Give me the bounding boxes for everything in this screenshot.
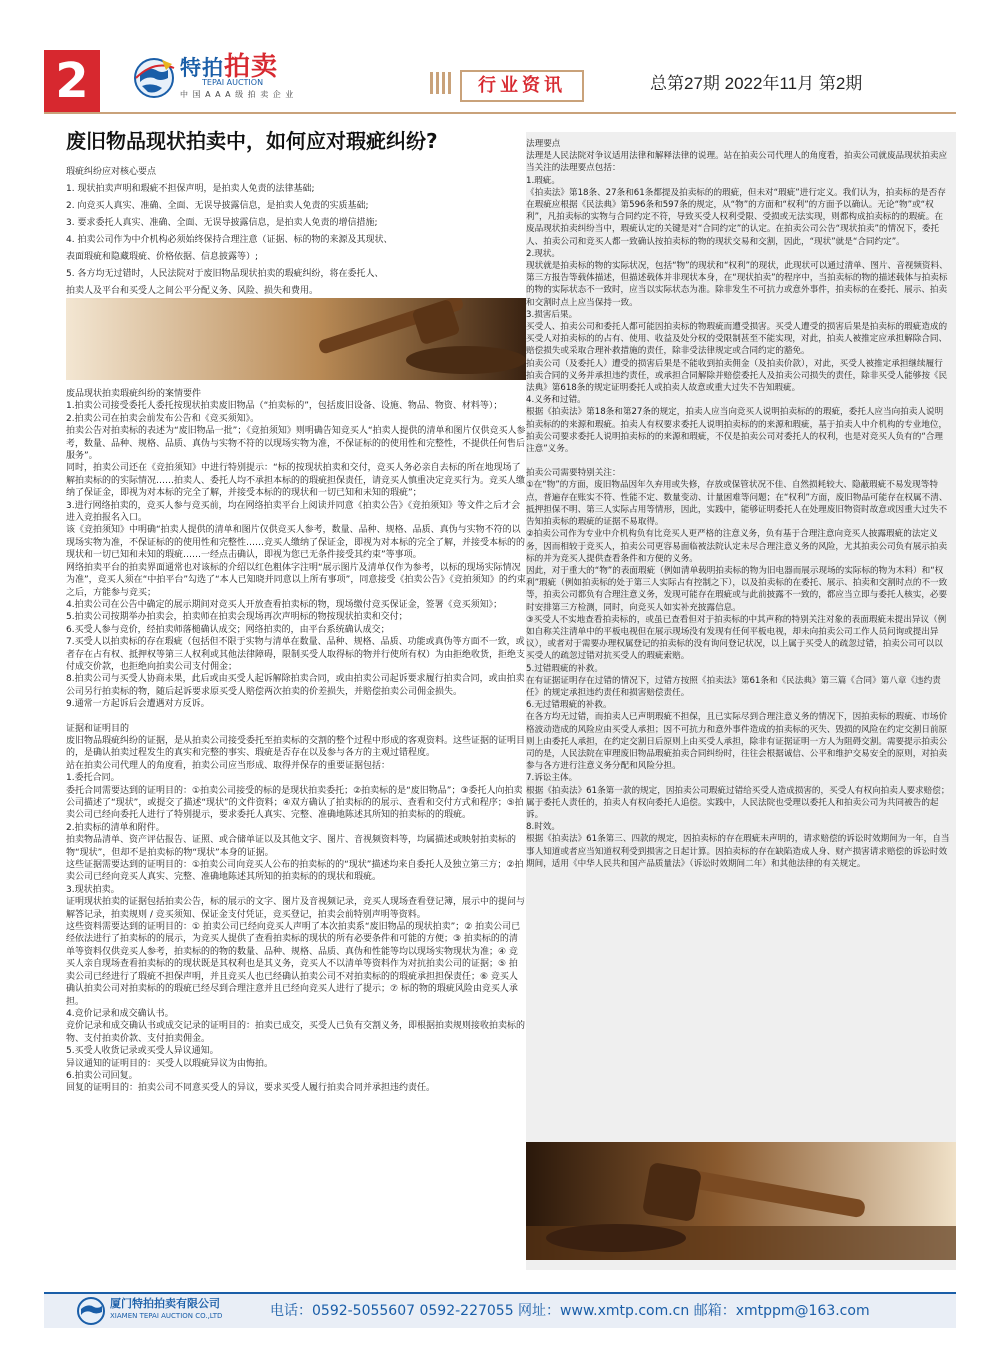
body-paragraph: 1.瑕疵。	[526, 175, 560, 186]
body-paragraph: 8.时效。	[526, 822, 560, 833]
body-paragraph: 同时，拍卖公司还在《竞拍须知》中进行特别提示：“标的按现状拍卖和交付，竞买人务必亲自去标的所在地现场了解拍卖标的的实际情况……拍卖人、委托人均不承担本标的的瑕疵担保责任，请竞买人慎重决定竞买行为。竞买人缴纳了保证金，即视为对本标的完全了解，并接受本标的的现状和一切已知和未知的瑕疵”；	[66, 463, 526, 499]
body-paragraph: 根据《拍卖法》61条第一款的规定，因拍卖公司瑕疵过错给买受人造成损害的，买受人有权向拍卖人要求赔偿；属于委托人责任的，拍卖人有权向委托人追偿。实践中，人民法院也受理以委托人和拍卖公司为共同被告的起诉。	[526, 785, 950, 820]
key-point: 3. 要求委托人真实、准确、全面、无误导披露信息，是拍卖人免责的增信措施;	[66, 218, 378, 228]
body-paragraph: 现状就是拍卖标的物的实际状况，包括“物”的现状和“权利”的现状，此现状可以通过清单、图片、音视频资料、第三方报告等载体描述，但描述载体并非现状本身，在“现状拍卖”的程序中，当拍卖标的物的描述载体与拍卖标的物的实际状态不一致时，应当以实际状态为准。除非发生不可抗力或意外事件，拍卖标的在委托、展示、拍卖和交割时点上应当保持一致。	[526, 261, 948, 308]
brand-slogan: 中 国 A A A 级 拍 卖 企 业	[180, 90, 295, 99]
body-paragraph: 回复的证明目的：拍卖公司不同意买受人的异议，要求买受人履行拍卖合同并承担违约责任。	[66, 1083, 436, 1094]
left-column-body	[66, 388, 526, 1278]
footer-contact-info: 电话：0592-5055607 0592-227055 网址：www.xmtp.com.cn 邮箱：xmtppm@163.com	[270, 1303, 870, 1319]
body-paragraph: 6.买受人参与竞价，经拍卖师落槌确认成交；网络拍卖的，由平台系统确认成交；	[66, 624, 390, 635]
body-paragraph: 拍卖公司（及委托人）遭受的损害后果是不能收到拍卖佣金（及拍卖价款），对此，买受人被推定承担继续履行拍卖合同的义务并承担违约责任，或承担合同解除并赔偿委托人及拍卖公司损失的责任，除非买受人能够按《民法典》第618条的规定证明委托人或拍卖人故意或重大过失不告知瑕疵。	[526, 358, 948, 394]
brand-english-name: TEPAI AUCTION	[202, 78, 264, 87]
key-point: 2. 向竞买人真实、准确、全面、无误导披露信息，是拍卖人免责的实质基础;	[66, 201, 369, 211]
body-paragraph: 2.拍卖公司在拍卖会前发布公告和《竞买须知》。	[66, 413, 260, 424]
paragraph-spacer	[66, 711, 526, 723]
key-point: 5. 各方均无过错时，人民法院对于废旧物品现状拍卖的瑕疵纠纷，将在委托人、	[66, 269, 384, 279]
key-point: 4. 拍卖公司作为中介机构必须始终保持合理注意（证据、标的物的来源及其现状、	[66, 235, 393, 245]
key-point: 表面瑕疵和隐藏瑕疵、价格依据、信息披露等）;	[66, 252, 259, 262]
brand-name-suffix: 拍卖	[224, 52, 279, 82]
body-paragraph: 6.无过错瑕疵的补救。	[526, 700, 612, 711]
body-paragraph: 8.拍卖公司与买受人协商未果，此后或由买受人起诉解除拍卖合同，或由拍卖公司起诉要求履行拍卖合同，或由拍卖公司另行拍卖标的物，随后起诉要求原买受人赔偿两次拍卖的价差损失，并赔偿拍卖公司佣金损失。	[66, 674, 525, 697]
body-paragraph: 根据《拍卖法》61条第三、四款的规定，因拍卖标的存在瑕疵未声明的，请求赔偿的诉讼时效期间为一年，自当事人知道或者应当知道权利受到损害之日起计算。因拍卖标的存在缺陷造成人身、财产损害请求赔偿的诉讼时效期间，适用《中华人民共和国产品质量法》（诉讼时效期间二年）和其他法律的有关规定。	[526, 834, 950, 869]
issue-info: 总第27期 2022年11月 第2期	[650, 74, 863, 93]
body-paragraph: 该《竞拍须知》中明确“拍卖人提供的清单和图片仅供竞买人参考，数量、品种、规格、品质、真伪与实物不符的以现场实物为准，不保证标的的使用性和完整性……竞买人缴纳了保证金，即视为对本标的完全了解，并接受本标的的现状和一切已知和未知的瑕疵……一经点击确认，即视为您已无条件接受其约束”等事项。	[66, 525, 526, 561]
body-paragraph: 拍卖物品清单、资产评估报告、证照、或合储单证以及其他文字、图片、音视频资料等，均属描述或映射拍卖标的物“现状”，但却不是拍卖标的物“现状”本身的证据。	[66, 835, 517, 858]
body-paragraph: 网络拍卖平台的拍卖界面通常也对该标的介绍以红色粗体字注明“展示图片及清单仅作为参考，以标的现场实际情况为准”，竞买人须在“中拍平台”勾选了“本人已知晓并同意以上所有事项”，同意接受《拍卖公告》《竞拍须知》的约束之后，方能参与竞买；	[66, 562, 526, 598]
body-paragraph: 委托合同需要达到的证明目的：①拍卖公司接受的标的是现状拍卖委托；②拍卖标的是“废旧物品”；③委托人向拍卖公司描述了“现状”，或提交了描述“现状”的文件资料；④双方确认了拍卖标的的展示、查看和交付方式和程序；⑤拍卖公司已经向委托人进行了特别提示，要求委托人真实、完整、准确地陈述其所知的拍卖标的的瑕疵。	[66, 785, 524, 821]
body-paragraph: 证据和证明目的	[66, 723, 130, 734]
body-paragraph: 异议通知的证明目的：买受人以瑕疵异议为由悔拍。	[66, 1058, 274, 1069]
key-point: 1. 现状拍卖声明和瑕疵不担保声明，是拍卖人免责的法律基础;	[66, 184, 315, 194]
gavel-photo-bottom	[526, 1142, 956, 1260]
footer-company-name: 厦门特拍拍卖有限公司	[110, 1297, 220, 1310]
body-paragraph: ①在“物”的方面，废旧物品因年久弃用或失修，存放或保管状况不佳、自然损耗较大、隐蔽瑕疵不易发现等特点，普遍存在账实不符、性能不定、数量变动、计量困难等问题；在“权利”方面，废旧物品可能存在权属不清、抵押担保不明、第三人实际占用等情形，因此，实践中，能够证明委托人在处理废旧物资时故意或因重大过失不告知拍卖标的瑕疵的证据不易取得。	[526, 480, 948, 528]
key-point: 拍卖人及平台和买受人之间公平分配义务、风险、损失和费用。	[66, 286, 319, 296]
body-paragraph: 拍卖公告对拍卖标的表述为“废旧物品一批”；《竞拍须知》则明确告知竞买人“拍卖人提供的清单和图片仅供竞买人参考，数量、品种、规格、品质、真伪与实物不符的以现场实物为准，不保证标的的使用性和完整性，不提供任何售后服务”。	[66, 426, 526, 462]
body-paragraph: 9.通常一方起诉后会遭遇对方反诉。	[66, 699, 210, 710]
body-paragraph: 《拍卖法》第18条、27条和61条都提及拍卖标的的瑕疵，但未对“瑕疵”进行定义。我们认为，拍卖标的是否存在瑕疵应根据《民法典》第596条和597条的规定，从“物”的方面和“权利”的方面予以确认。无论“物”或“权利”，凡拍卖标的实物与合同约定不符，导致买受人权利受限、受损或无法实现，则都构成拍卖标的的瑕疵。在废品现状拍卖纠纷当中，瑕疵认定的关键是对“合同约定”的认定。在拍卖公司公告“现状拍卖”的情况下，委托人、拍卖公司和竞买人都一致确认按拍卖标的物的现状交易和交割，因此，“现状”就是“合同约定”。	[526, 187, 946, 247]
body-paragraph: 站在拍卖公司代理人的角度看，拍卖公司应当形成、取得并保存的重要证据包括：	[66, 760, 391, 771]
body-paragraph: 在各方均无过错，而拍卖人已声明瑕疵不担保，且已实际尽到合理注意义务的情况下，因拍卖标的瑕疵、市场价格波动造成的风险应由买受人承担；因不可抗力和意外事件造成的拍卖标的灭失、毁损的风险在约定交割日前原则上由委托人承担，在约定交割日后原则上由买受人承担，除非有证据证明一方人为阻碍交割。需要提示拍卖公司的是，人民法院在审理废旧物品瑕疵拍卖合同纠纷时，往往会根据诚信、公平和维护交易安全的原则，对拍卖参与各方进行注意义务分配和风险分担。	[526, 712, 948, 772]
body-paragraph: 2.现状。	[526, 248, 560, 259]
globe-logo-icon	[132, 56, 176, 100]
header-divider	[44, 112, 956, 114]
key-points-heading: 瑕疵纠纷应对核心要点	[66, 167, 157, 177]
body-paragraph: 7.诉讼主体。	[526, 773, 578, 784]
body-paragraph: 废品现状拍卖瑕疵纠纷的案情要件	[66, 389, 202, 399]
footer-company-english: XIAMEN TEPAI AUCTION CO.,LTD	[110, 1312, 223, 1320]
body-paragraph: 根据《拍卖法》第18条和第27条的规定，拍卖人应当向竞买人说明拍卖标的的瑕疵，委托人应当向拍卖人说明拍卖标的的来源和瑕疵。拍卖人有权要求委托人说明拍卖标的的来源和瑕疵，基于拍卖人中介机构的专业地位，拍卖公司要求委托人说明拍卖标的的来源和瑕疵，不仅是拍卖公司对委托人的权利，也是对竞买人负有的“合理注意”义务。	[526, 407, 948, 455]
page-number: 2	[44, 50, 100, 112]
body-paragraph: 废旧物品瑕疵纠纷的证据，是从拍卖公司接受委托至拍卖标的交割的整个过程中形成的客观资料。这些证据的证明目的，是确认拍卖过程发生的真实和完整的事实、瑕疵是否存在以及参与各方的主观过错程度。	[66, 735, 526, 759]
body-paragraph: ③买受人不实地查看拍卖标的，或虽已查看但对于拍卖标的中其声称的特别关注对象的表面瑕疵未提出异议（例如自称关注清单中的平板电视但在展示现场没有发现有任何平板电视，却未向拍卖公司工作人员问询或提出异议），或者对于需要办理权属登记的拍卖标的没有询问登记状况，以上属于买受人的疏忽过错，拍卖公司可以以买受人的疏忽过错对抗买受人的瑕疵索赔。	[526, 614, 947, 662]
body-paragraph: 证明现状拍卖的证据包括拍卖公告，标的展示的文字、图片及音视频记录，竞买人现场查看登记簿，展示中的提问与解答记录，拍卖规则 / 竞买须知、保证金支付凭证，竞买登记，拍卖会前特别声明等资料。	[66, 897, 526, 920]
body-paragraph: 5.拍卖公司按期举办拍卖会，拍卖师在拍卖会现场再次声明标的物按现状拍卖和交付；	[66, 612, 408, 623]
section-label: 行业资讯	[460, 70, 584, 102]
body-paragraph: 1.委托合同。	[66, 773, 120, 784]
article-title: 废旧物品现状拍卖中，如何应对瑕疵纠纷?	[66, 129, 438, 153]
body-paragraph: 因此，对于重大的“物”的表面瑕疵（例如清单载明拍卖标的物为旧电器而展示现场的实际标的物为木料）和“权利”瑕疵（例如拍卖标的处于第三人实际占有控制之下），以及拍卖标的在委托、展示、拍卖和交割时点的不一致等，拍卖公司都负有合理注意义务，发现可能存在瑕疵或与此前披露不一致的，都应当立即与委托人核实，必要时安排第三方检测，同时，向竞买人如实补充披露信息。	[526, 565, 948, 613]
body-paragraph: 4.竞价记录和成交确认书。	[66, 1008, 174, 1019]
body-paragraph: 6.拍卖公司回复。	[66, 1070, 138, 1081]
body-paragraph: 3.损害后果。	[526, 309, 578, 320]
body-paragraph: 这些证据需要达到的证明目的：①拍卖公司向竞买人公布的拍卖标的的“现状”描述均来自委托人及独立第三方；②拍卖公司已经向竞买人真实、完整、准确地陈述其所知的拍卖标的的现状和瑕疵。	[66, 860, 524, 883]
body-paragraph: 在有证据证明存在过错的情况下，过错方按照《拍卖法》第61条和《民法典》第三篇《合同》第八章《违约责任》的规定承担违约责任和损害赔偿责任。	[526, 675, 941, 698]
body-paragraph: 这些资料需要达到的证明目的：① 拍卖公司已经向竞买人声明了本次拍卖系“废旧物品的现状拍卖”；② 拍卖公司已经依法进行了拍卖标的的展示，为竞买人提供了查看拍卖标的现状的所有必要条件和可能的方便；③ 拍卖标的的清单等资料仅供竞买人参考，拍卖标的的物的数量、品种、规格、品质、真伪和性能等均以现场实物现状为准；④ 竞买人亲自现场查看拍卖标的的现状既是其权利也是其义务，竞买人不以清单等资料作为对抗拍卖公司的证据；⑤ 拍卖公司已经进行了瑕疵不担保声明，并且竞买人也已经确认拍卖公司不对拍卖标的的瑕疵承担担保责任；⑥ 竞买人确认拍卖公司对拍卖标的的瑕疵已经尽到合理注意并且已经向竞买人进行了提示；⑦ 标的物的瑕疵风险由竞买人承担。	[66, 922, 521, 1007]
body-paragraph: 7.买受人以拍卖标的存在瑕疵（包括但不限于实物与清单在数量、品种、规格、品质、功能或真伪等方面不一致，或者存在占有权、抵押权等第三人权利或其他法律障碍，限制买受人取得标的物并行使所有权）为由拒绝收货，拒绝支付成交价款，也拒绝向拍卖公司支付佣金；	[66, 637, 526, 672]
key-points-block	[66, 164, 526, 300]
body-paragraph: 5.过错瑕疵的补救。	[526, 663, 603, 674]
body-paragraph: 3.进行网络拍卖的，竞买人参与竞买前，均在网络拍卖平台上阅读并同意《拍卖公告》《竞拍须知》等文件之后才会进入竞拍报名入口。	[66, 500, 521, 524]
body-paragraph: 买受人、拍卖公司和委托人都可能因拍卖标的物瑕疵而遭受损害。买受人遭受的损害后果是拍卖标的瑕疵造成的买受人对拍卖标的的占有、使用、收益及处分权的受限制甚至不能实现，对此，拍卖人被推定应承担解除合同、赔偿损失或采取合理补救措施的责任，除非受法律规定或合同约定的豁免。	[526, 322, 948, 357]
paragraph-spacer	[526, 455, 950, 467]
body-paragraph: 竞价记录和成交确认书或成交记录的证明目的：拍卖已成交，买受人已负有交割义务，即根据拍卖规则接收拍卖标的物、支付拍卖价款、支付拍卖佣金。	[66, 1021, 526, 1044]
body-paragraph: 法理是人民法院对争议适用法律和解释法律的说理。站在拍卖公司代理人的角度看，拍卖公司就废品现状拍卖应当关注的法理要点包括：	[526, 151, 948, 174]
footer-globe-logo-icon	[76, 1296, 106, 1326]
body-paragraph: 5.买受人收货记录或买受人异议通知。	[66, 1046, 219, 1057]
gavel-photo-top	[66, 298, 526, 380]
decorative-stripes-icon	[430, 72, 456, 94]
body-paragraph: 拍卖公司需要特别关注：	[526, 468, 621, 479]
right-column-body	[526, 138, 950, 1142]
body-paragraph: 1.拍卖公司接受委托人委托按现状拍卖废旧物品（“拍卖标的”，包括废旧设备、设施、物品、物资、材料等）；	[66, 401, 503, 412]
body-paragraph: 2.拍卖标的清单和附件。	[66, 822, 165, 833]
brand-logo-text	[180, 54, 278, 81]
brand-name-prefix: 特拍	[180, 56, 224, 80]
body-paragraph: ②拍卖公司作为专业中介机构负有比竞买人更严格的注意义务，负有基于合理注意向竞买人披露瑕疵的法定义务，因而相较于竞买人，拍卖公司更容易面临被法院认定未尽合理注意义务的风险，尤其拍卖公司负有展示拍卖标的并为竞买人提供查看条件和方便的义务。	[526, 529, 948, 564]
body-paragraph: 3.现状拍卖。	[66, 884, 120, 895]
body-paragraph: 4.拍卖公司在公告中确定的展示期间对竞买人开放查看拍卖标的物，现场缴付竞买保证金，签署《竞买须知》；	[66, 599, 503, 610]
body-paragraph: 法理要点	[526, 139, 561, 149]
body-paragraph: 4.义务和过错。	[526, 395, 586, 406]
